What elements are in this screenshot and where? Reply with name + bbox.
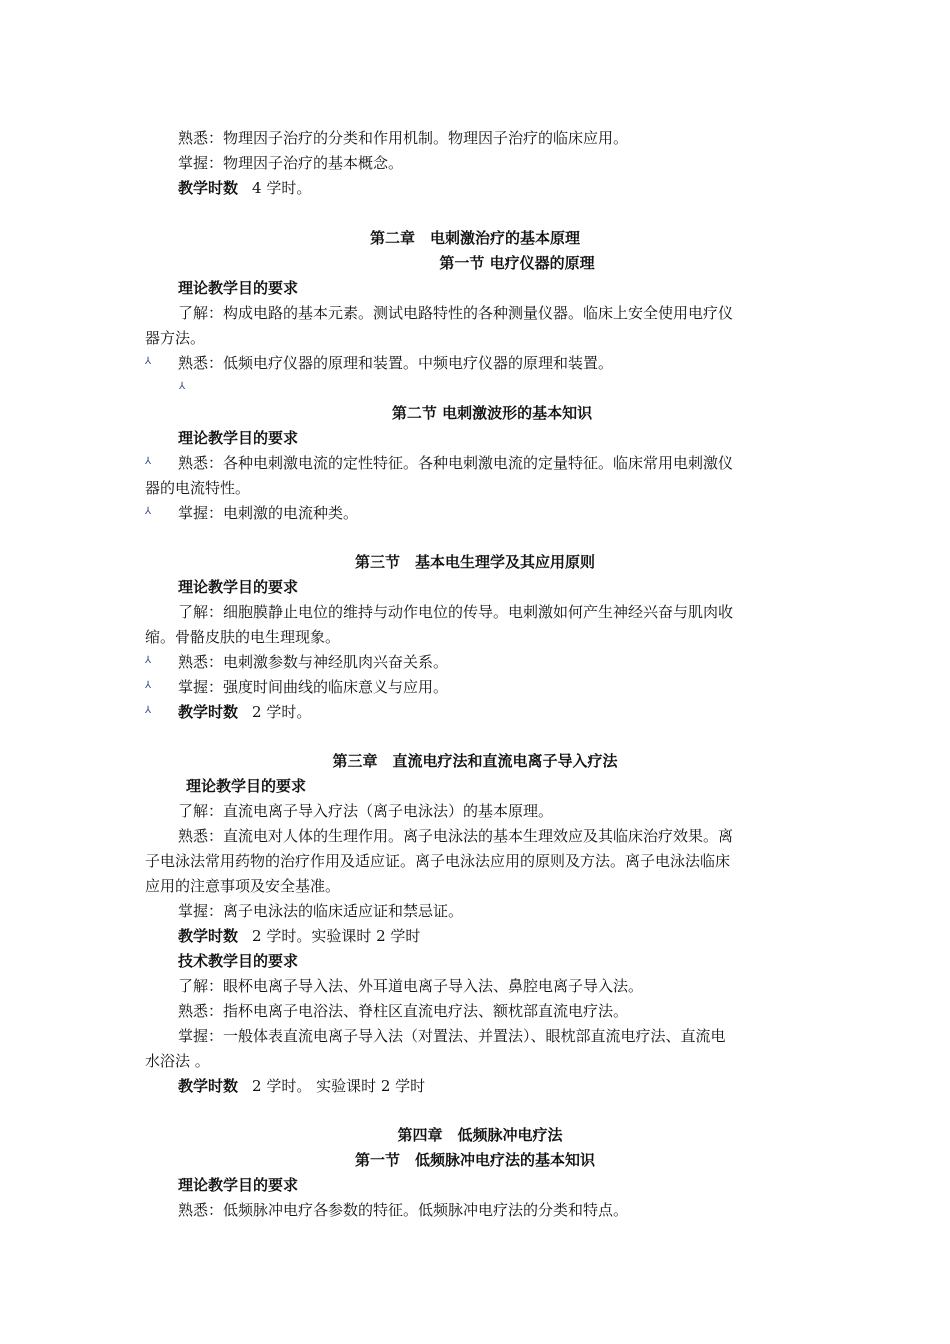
list-marker-icon: ⅄ (145, 506, 152, 517)
hours-value: 4 学时。 (252, 179, 312, 197)
chapter-2-title: 第二章 电刺激治疗的基本原理 (369, 229, 580, 247)
ch3-familiar-cont: 应用的注意事项及安全基准。 (145, 877, 341, 895)
ch2-s1-familiar: 熟悉：低频电疗仪器的原理和装置。中频电疗仪器的原理和装置。 (178, 354, 614, 372)
ch3-understand: 了解：直流电离子导入疗法（离子电泳法）的基本原理。 (178, 802, 554, 820)
ch2-s3-understand-cont: 缩。骨骼皮肤的电生理现象。 (145, 628, 341, 646)
ch2-s3-familiar: 熟悉：电刺激参数与神经肌肉兴奋关系。 (178, 653, 449, 671)
list-marker-icon: ⅄ (145, 456, 152, 467)
hours-value: 2 学时。实验课时 2 学时 (252, 927, 421, 945)
ch2-s3-master: 掌握：强度时间曲线的临床意义与应用。 (178, 678, 449, 696)
ch2-s2-familiar-cont: 器的电流特性。 (145, 479, 251, 497)
ch2-s3-requirements-heading: 理论教学目的要求 (178, 578, 299, 596)
chapter-4-title: 第四章 低频脉冲电疗法 (397, 1126, 563, 1144)
ch3-tech-master: 掌握：一般体表直流电离子导入法（对置法、并置法）、眼枕部直流电疗法、直流电 (178, 1027, 726, 1045)
ch2-s2-master: 掌握：电刺激的电流种类。 (178, 504, 359, 522)
ch4-requirements-heading: 理论教学目的要求 (178, 1176, 299, 1194)
ch2-s2-familiar: 熟悉：各种电刺激电流的定性特征。各种电刺激电流的定量特征。临床常用电刺激仪 (178, 454, 734, 472)
ch2-s1-requirements-heading: 理论教学目的要求 (178, 279, 299, 297)
ch3-hours (178, 926, 420, 946)
ch4-section-1-title: 第一节 低频脉冲电疗法的基本知识 (354, 1151, 595, 1169)
ch3-hours-2 (178, 1076, 425, 1096)
ch2-section-3-title: 第三节 基本电生理学及其应用原则 (354, 553, 595, 571)
ch2-s1-understand: 了解：构成电路的基本元素。测试电路特性的各种测量仪器。临床上安全使用电疗仪 (178, 304, 734, 322)
ch3-master: 掌握：离子电泳法的临床适应证和禁忌证。 (178, 902, 464, 920)
hours-label: 教学时数 (178, 703, 239, 721)
ch1-master: 掌握：物理因子治疗的基本概念。 (178, 154, 404, 172)
ch3-tech-familiar: 熟悉：指杯电离子电浴法、脊柱区直流电疗法、额枕部直流电疗法。 (178, 1002, 629, 1020)
ch2-s3-understand: 了解：细胞膜静止电位的维持与动作电位的传导。电刺激如何产生神经兴奋与肌肉收 (178, 603, 734, 621)
hours-label: 教学时数 (178, 179, 239, 197)
chapter-3-title: 第三章 直流电疗法和直流电离子导入疗法 (332, 752, 618, 770)
ch3-requirements-heading: 理论教学目的要求 (186, 777, 307, 795)
ch2-section-1-title: 第一节 电疗仪器的原理 (439, 254, 595, 272)
ch1-hours (178, 178, 311, 198)
ch3-tech-understand: 了解：眼杯电离子导入法、外耳道电离子导入法、鼻腔电离子导入法。 (178, 977, 644, 995)
ch2-s1-understand-cont: 器方法。 (145, 329, 206, 347)
hours-value: 2 学时。 实验课时 2 学时 (252, 1077, 426, 1095)
ch2-section-2-title: 第二节 电刺激波形的基本知识 (391, 404, 593, 422)
list-marker-icon: ⅄ (145, 356, 152, 367)
list-marker-icon: ⅄ (145, 680, 152, 691)
ch3-tech-requirements-heading: 技术教学目的要求 (178, 952, 299, 970)
hours-value: 2 学时。 (252, 703, 312, 721)
hours-label: 教学时数 (178, 1077, 239, 1095)
hours-label: 教学时数 (178, 927, 239, 945)
list-marker-icon: ⅄ (179, 381, 186, 392)
ch1-familiar: 熟悉：物理因子治疗的分类和作用机制。物理因子治疗的临床应用。 (178, 129, 629, 147)
list-marker-icon: ⅄ (145, 705, 152, 716)
ch3-tech-master-cont: 水浴法 。 (145, 1052, 210, 1070)
ch2-s3-hours (178, 702, 311, 722)
ch2-s2-requirements-heading: 理论教学目的要求 (178, 429, 299, 447)
ch3-familiar-cont: 子电泳法常用药物的治疗作用及适应证。离子电泳法应用的原则及方法。离子电泳法临床 (145, 852, 731, 870)
list-marker-icon: ⅄ (145, 655, 152, 666)
ch3-familiar: 熟悉：直流电对人体的生理作用。离子电泳法的基本生理效应及其临床治疗效果。离 (178, 827, 734, 845)
ch4-familiar: 熟悉：低频脉冲电疗各参数的特征。低频脉冲电疗法的分类和特点。 (178, 1201, 629, 1219)
